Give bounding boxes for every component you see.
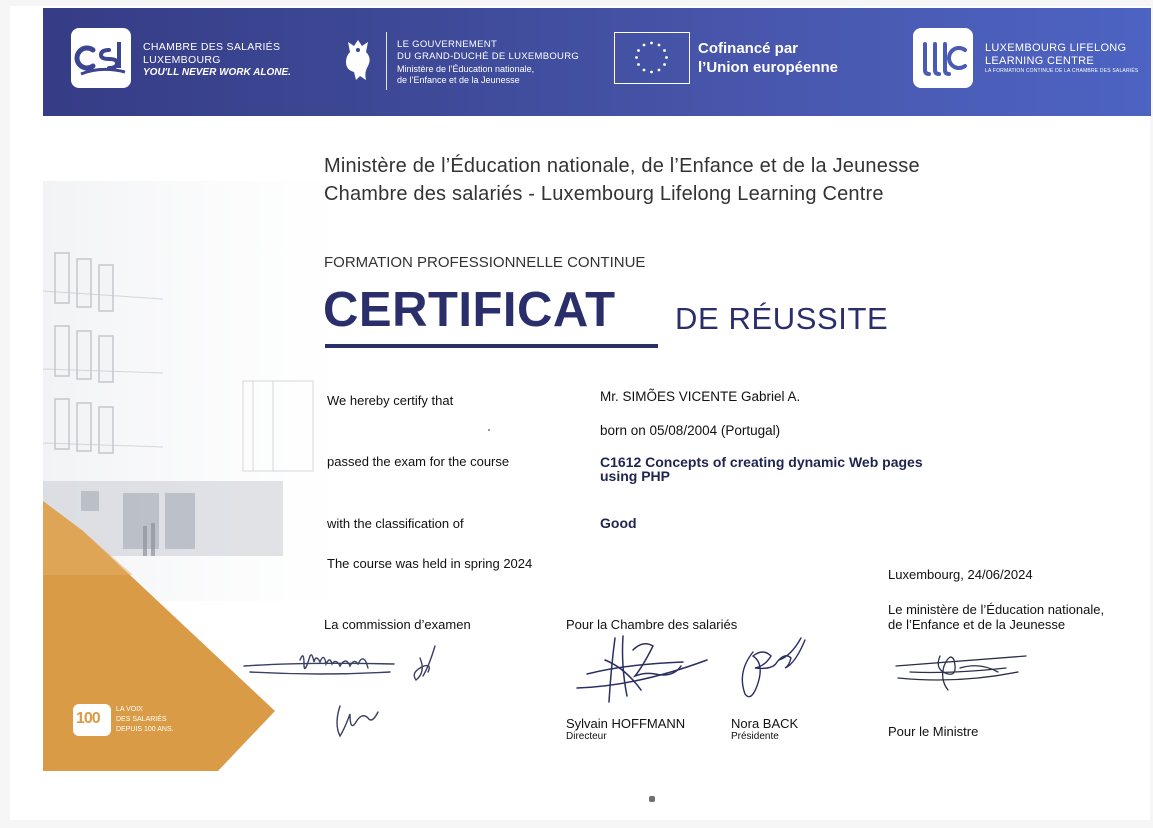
classification-value: Good bbox=[600, 515, 637, 531]
course-line2: using PHP bbox=[600, 468, 671, 484]
scan-speck bbox=[649, 796, 655, 802]
back-signature bbox=[735, 634, 815, 706]
commission-signatures bbox=[240, 636, 470, 751]
institution-line1: Ministère de l’Éducation nationale, de l’Enfance et de la Jeunesse bbox=[324, 155, 920, 177]
gov-line4: de l’Enfance et de la Jeunesse bbox=[397, 75, 520, 85]
back-role: Présidente bbox=[731, 731, 779, 742]
eu-flag-icon bbox=[614, 32, 690, 84]
recipient-birth: born on 05/08/2004 (Portugal) bbox=[600, 423, 781, 438]
chambre-label: Pour la Chambre des salariés bbox=[566, 617, 738, 632]
gov-line2: DU GRAND-DUCHÉ DE LUXEMBOURG bbox=[397, 51, 580, 62]
csl-name-line1: CHAMBRE DES SALARIÉS bbox=[143, 41, 281, 53]
gov-line3: Ministère de l’Éducation nationale, bbox=[397, 64, 535, 74]
eu-line2: l’Union européenne bbox=[698, 59, 839, 76]
back-name: Nora BACK bbox=[731, 716, 799, 731]
scan-dot bbox=[488, 429, 490, 431]
ministry-line2: de l’Enfance et de la Jeunesse bbox=[888, 617, 1066, 632]
lllc-line1: LUXEMBOURG LIFELONG bbox=[985, 42, 1127, 54]
lion-crest-icon bbox=[340, 34, 376, 84]
hoffmann-role: Directeur bbox=[566, 731, 607, 742]
minister-label: Pour le Ministre bbox=[888, 724, 979, 739]
classification-label: with the classification of bbox=[327, 516, 464, 531]
hoffmann-name: Sylvain HOFFMANN bbox=[566, 716, 686, 731]
course-line1: C1612 Concepts of creating dynamic Web pages bbox=[600, 454, 923, 470]
eu-line1: Cofinancé par bbox=[698, 40, 799, 57]
certificate-page bbox=[10, 6, 1150, 820]
csl-logo bbox=[71, 28, 131, 88]
recipient-name: Mr. SIMÕES VICENTE Gabriel A. bbox=[600, 389, 801, 404]
csl-name-line2: LUXEMBOURG bbox=[143, 54, 221, 66]
header-band bbox=[43, 8, 1151, 116]
title-underline bbox=[325, 344, 658, 348]
hoffmann-signature bbox=[575, 630, 715, 710]
ministry-line1: Le ministère de l’Éducation nationale, bbox=[888, 602, 1105, 617]
anniversary-logo bbox=[73, 704, 111, 736]
csl-tagline: YOU'LL NEVER WORK ALONE. bbox=[143, 67, 291, 78]
badge-line1: LA VOIX bbox=[116, 706, 143, 713]
badge-line3: DEPUIS 100 ANS. bbox=[116, 726, 174, 733]
lllc-logo bbox=[913, 28, 973, 88]
lllc-line3: LA FORMATION CONTINUE DE LA CHAMBRE DES SALARIÉS bbox=[985, 68, 1139, 74]
lllc-line2: LEARNING CENTRE bbox=[985, 55, 1095, 67]
institution-line2: Chambre des salariés - Luxembourg Lifelong Learning Centre bbox=[324, 183, 884, 205]
badge-line2: DES SALARIÉS bbox=[116, 716, 167, 723]
certificate-title: CERTIFICAT bbox=[323, 283, 616, 337]
gov-line1: LE GOUVERNEMENT bbox=[397, 39, 498, 50]
certificate-subtitle: FORMATION PROFESSIONNELLE CONTINUE bbox=[324, 254, 646, 271]
passed-label: passed the exam for the course bbox=[327, 454, 510, 469]
commission-label: La commission d’examen bbox=[324, 617, 471, 632]
ministry-signature bbox=[890, 646, 1040, 696]
gov-divider bbox=[386, 32, 387, 90]
certificate-title-rest: DE RÉUSSITE bbox=[675, 301, 889, 336]
place-date: Luxembourg, 24/06/2024 bbox=[888, 567, 1033, 582]
csl-logo-icon bbox=[71, 28, 131, 88]
course-held: The course was held in spring 2024 bbox=[327, 556, 533, 571]
anniversary-number: 100 bbox=[76, 710, 100, 727]
lllc-logo-icon bbox=[913, 28, 973, 88]
certify-label: We hereby certify that bbox=[327, 393, 454, 408]
